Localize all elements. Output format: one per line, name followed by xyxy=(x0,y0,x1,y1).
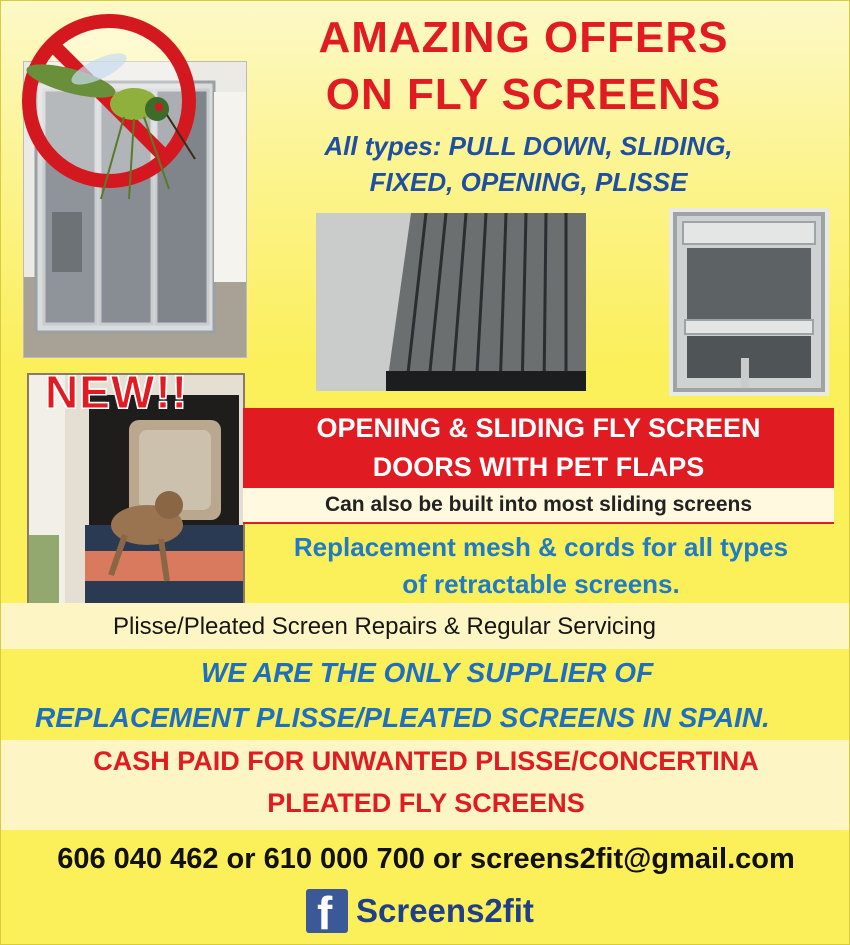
contact-line: 606 040 462 or 610 000 700 or screens2fit@gmail.com xyxy=(57,843,795,875)
pet-doors-panel xyxy=(243,408,834,524)
facebook-page-name[interactable]: Screens2fit xyxy=(356,892,534,929)
repairs-line: Plisse/Pleated Screen Repairs & Regular Servicing xyxy=(113,613,656,640)
replacement-line-2: of retractable screens. xyxy=(402,569,680,599)
new-badge: NEW!! xyxy=(45,366,188,418)
replacement-line-1: Replacement mesh & cords for all types xyxy=(293,532,789,562)
supplier-line-2: REPLACEMENT PLISSE/PLEATED SCREENS IN SPAIN. xyxy=(35,702,770,733)
types-line-2: FIXED, OPENING, PLISSE xyxy=(369,167,688,197)
supplier-line-1: WE ARE THE ONLY SUPPLIER OF xyxy=(201,657,654,688)
cash-line-2: PLEATED FLY SCREENS xyxy=(267,788,585,818)
pet-doors-sub: Can also be built into most sliding screens xyxy=(243,488,834,522)
pet-doors-line-1: OPENING & SLIDING FLY SCREEN xyxy=(316,413,761,443)
pet-doors-line-2: DOORS WITH PET FLAPS xyxy=(372,452,705,482)
facebook-icon-letter: f xyxy=(317,887,333,939)
headline-line-2: ON FLY SCREENS xyxy=(325,70,722,119)
roller-window-screen-photo xyxy=(669,208,829,396)
headline-line-1: AMAZING OFFERS xyxy=(318,13,729,62)
pleated-screen-photo xyxy=(316,213,586,391)
facebook-icon xyxy=(306,887,348,939)
cash-line-1: CASH PAID FOR UNWANTED PLISSE/CONCERTINA xyxy=(93,746,759,776)
no-mosquito-icon xyxy=(9,9,209,209)
types-line-1: All types: PULL DOWN, SLIDING, xyxy=(324,131,733,161)
